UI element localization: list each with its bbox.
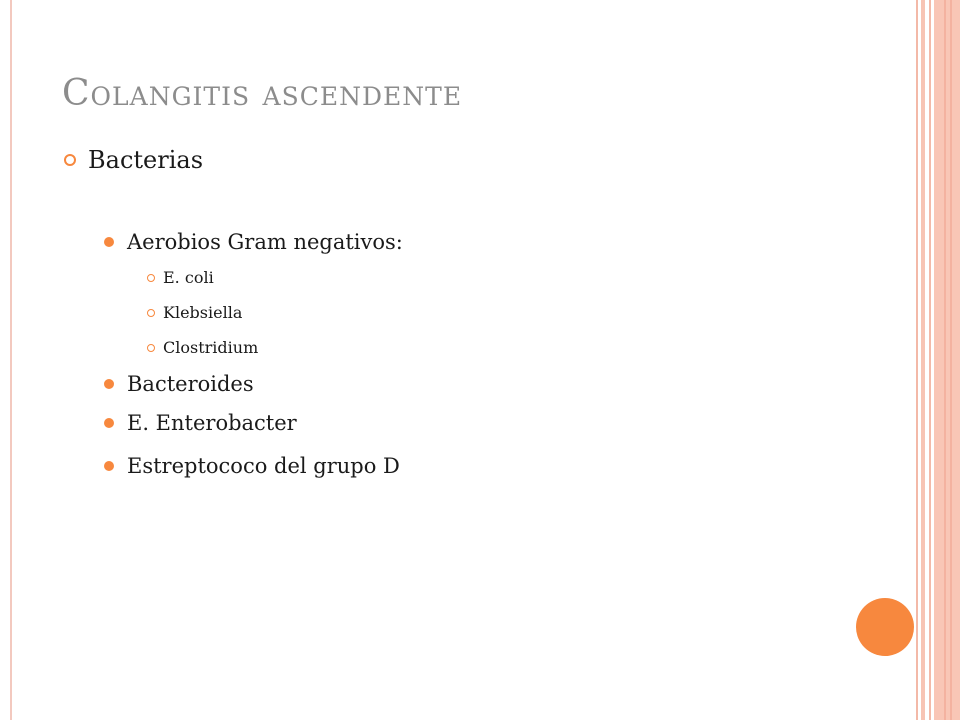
bullet-level3-ecoli [147,268,214,287]
bullet-level2-aerobios [104,230,403,254]
bullet-level2-enterobacter [104,411,297,435]
right-stripe [921,0,925,720]
ring-bullet-icon [147,274,155,282]
right-stripe [944,0,946,720]
right-stripe [950,0,952,720]
right-stripe [934,0,960,720]
bullet-level3-klebsiella [147,303,242,322]
bullet-label: E. Enterobacter [127,411,297,435]
bullet-level2-estreptococo [104,454,400,478]
bullet-level2-bacteroides [104,372,254,396]
bullet-label: Estreptococo del grupo D [127,454,400,478]
right-stripe [916,0,918,720]
bullet-label: E. coli [163,268,214,287]
ring-bullet-icon [147,344,155,352]
ring-bullet-icon [64,154,76,166]
bullet-label: Aerobios Gram negativos: [127,230,403,254]
bullet-label: Bacterias [88,146,204,174]
bullet-label: Klebsiella [163,303,243,322]
bullet-level3-clostridium [147,338,258,357]
slide-title: Colangitis ascendente [62,73,463,114]
bullet-label: Bacteroides [127,372,254,396]
dot-bullet-icon [104,379,114,389]
dot-bullet-icon [104,237,114,247]
right-stripe [929,0,931,720]
left-border-line [10,0,12,720]
dot-bullet-icon [104,461,114,471]
decorative-orange-circle [856,598,914,656]
ring-bullet-icon [147,309,155,317]
dot-bullet-icon [104,418,114,428]
bullet-level1-bacterias [64,146,203,174]
bullet-label: Clostridium [163,338,259,357]
